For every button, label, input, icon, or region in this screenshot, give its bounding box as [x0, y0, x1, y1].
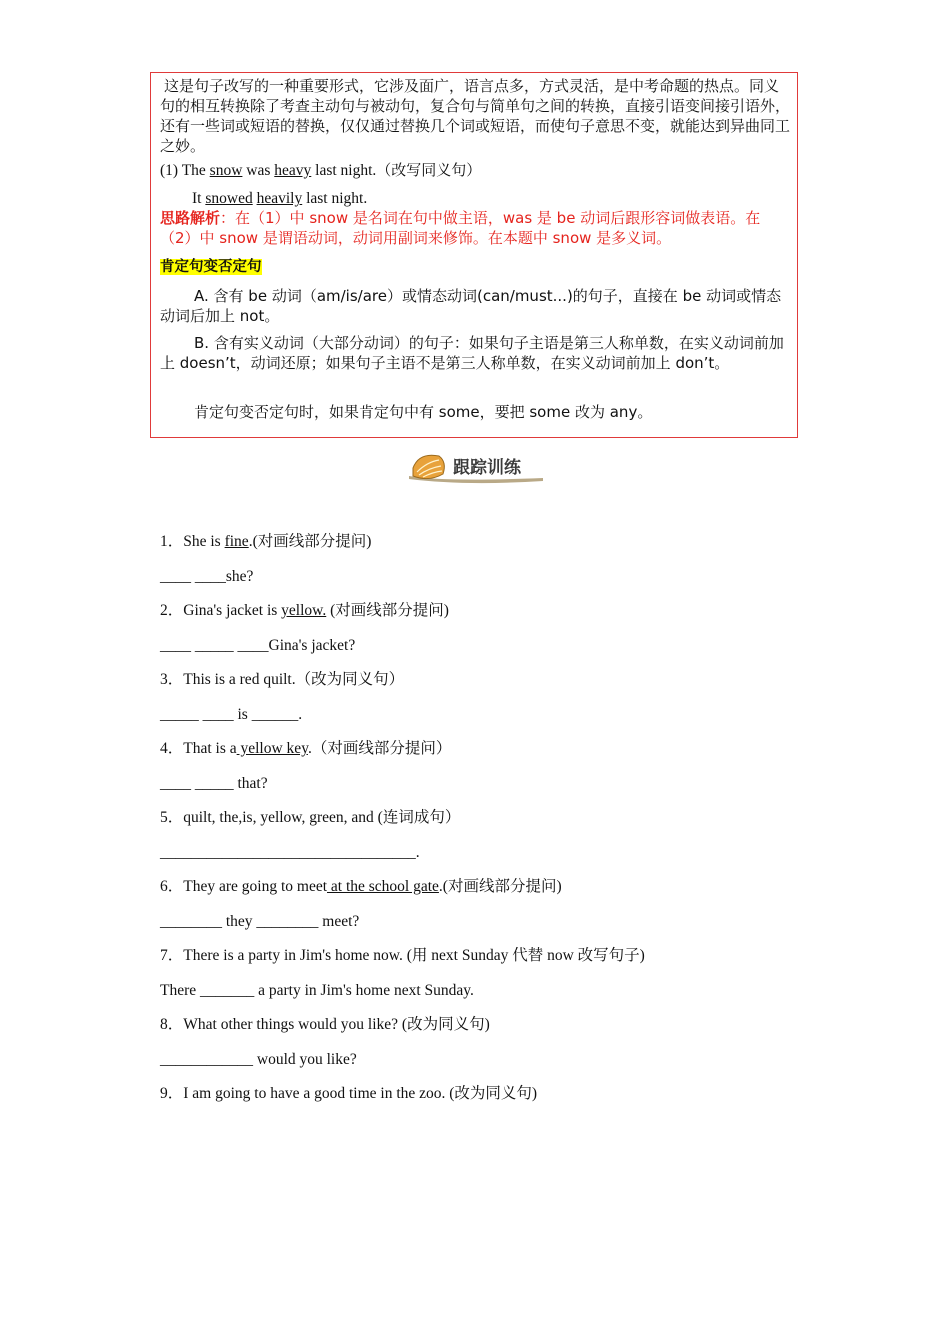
exercise-question [160, 1015, 490, 1035]
analysis [160, 208, 792, 248]
exercise-question [160, 532, 371, 552]
underlined-word: snow [209, 162, 243, 179]
answer-blank-line[interactable]: There _______ a party in Jim's home next Sunday. [160, 982, 474, 999]
rule-b: B. 含有实义动词（大部分动词）的句子：如果句子主语是第三人称单数，在实义动词前加上 doesn’t，动词还原；如果句子主语不是第三人称单数，在实义动词前加上 don’t。 [160, 334, 784, 372]
question-text: 6．They are going to meet [160, 878, 328, 895]
underlined-part: yellow key [236, 740, 308, 757]
text-part: was [242, 162, 275, 179]
exercise-question [160, 877, 562, 897]
underlined-word: heavily [256, 190, 303, 207]
question-text: 7．There is a party in Jim's home now. (用 next Sunday 代替 now 改写句子) [160, 947, 645, 964]
underlined-word: heavy [274, 162, 312, 179]
rule-c: 肯定句变否定句时，如果肯定句中有 some，要把 some 改为 any。 [194, 403, 653, 421]
analysis-text: ：在（1）中 snow 是名词在句中做主语，was 是 be 动词后跟形容词做表语。在（2）中 snow 是谓语动词，动词用副词来修饰。在本题中 snow 是多义词。 [160, 209, 761, 247]
question-text: 5．quilt, the,is, yellow, green, and (连词成句） [160, 809, 461, 826]
question-instruction: (对画线部分提问) [326, 602, 449, 619]
question-text: 4．That is a [160, 740, 237, 757]
example-note: （改写同义句） [376, 161, 482, 179]
exercise-question [160, 670, 404, 690]
text-part: It [192, 190, 206, 207]
banner-graphic [405, 448, 547, 488]
underlined-part: at the school gate [327, 878, 439, 895]
rule-a: A. 含有 be 动词（am/is/are）或情态动词(can/must...)的句子，直接在 be 动词或情态动词后加上 not。 [160, 287, 782, 325]
question-text: 3．This is a red quilt.（改为同义句） [160, 671, 405, 688]
question-text: 2．Gina's jacket is [160, 602, 282, 619]
text-part: last night. [302, 190, 368, 207]
answer-blank-line[interactable]: ____ ____she? [160, 568, 254, 585]
question-text: 9．I am going to have a good time in the zoo. (改为同义句) [160, 1085, 538, 1102]
answer-blank-line[interactable]: ____________ would you like? [160, 1051, 357, 1068]
exercise-question [160, 1084, 537, 1104]
underlined-word: snowed [205, 190, 253, 207]
answer-blank-line[interactable]: _____ ____ is ______. [160, 706, 303, 723]
question-instruction: .（对画线部分提问） [307, 740, 452, 757]
analysis-label: 思路解析 [160, 209, 221, 227]
example-answer [160, 189, 824, 209]
answer-blank-line[interactable]: ____ _____ that? [160, 775, 268, 792]
answer-blank-line[interactable]: ____ _____ ____Gina's jacket? [160, 637, 356, 654]
answer-blank-line[interactable]: _________________________________. [160, 844, 420, 861]
text-part: The [181, 162, 210, 179]
underlined-part: fine [224, 533, 249, 550]
intro-paragraph: 这是句子改写的一种重要形式，它涉及面广，语言点多，方式灵活，是中考命题的热点。同义句的相互转换除了考查主动句与被动句，复合句与简单句之间的转换，直接引语变间接引语外，还有一些词或短语的替换，仅仅通过替换几个词或短语，而使句子意思不变，就能达到异曲同工之妙。 [160, 77, 791, 155]
question-text: 8．What other things would you like? (改为同义句) [160, 1016, 490, 1033]
question-text: 1．She is [160, 533, 225, 550]
text-part: last night. [311, 162, 377, 179]
exercise-question [160, 946, 645, 966]
exercise-question [160, 601, 449, 621]
section-heading [160, 257, 792, 277]
underlined-part: yellow. [281, 602, 327, 619]
section-title: 肯定句变否定句 [160, 259, 262, 275]
exercise-question [160, 739, 451, 759]
question-instruction: .(对画线部分提问) [438, 878, 562, 895]
banner-title: 跟踪训练 [453, 458, 521, 478]
question-instruction: .(对画线部分提问) [248, 533, 372, 550]
exercise-question [160, 808, 460, 828]
example-sentence [160, 160, 792, 181]
answer-blank-line[interactable]: ________ they ________ meet? [160, 913, 360, 930]
example-number: (1) [160, 162, 179, 179]
